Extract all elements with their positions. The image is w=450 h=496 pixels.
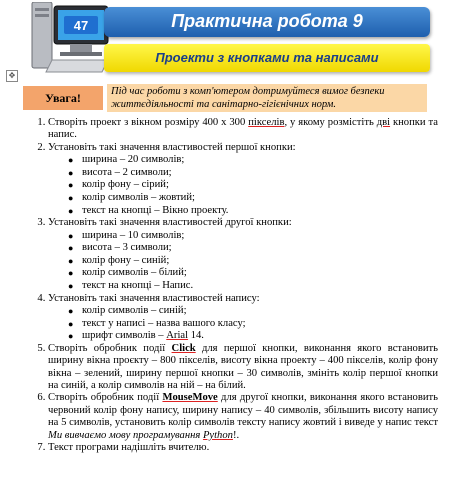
header [0, 0, 450, 92]
subtitle-banner [104, 44, 430, 72]
task-1: 1. Створіть проект з вікном розміру 400 х 300 пікселів, у якому розмістіть дві кнопки та напис. [48, 117, 438, 142]
task-3: 3. Установіть такі значення властивостей другої кнопки: ● ширина – 10 символів; ● висота – 3 символи; ● колір фону – синій; ● колір символів – білий; ● текст на кнопці – Напис. [48, 217, 438, 292]
lesson-number: 47 [73, 18, 89, 33]
list-item: ● висота – 3 символи; [82, 242, 438, 255]
task-list [24, 117, 438, 454]
task-4: 4. Установіть такі значення властивостей напису: ● колір символів – синій; ● текст у написі – назва вашого класу; ● шрифт символів – Arial 14. [48, 293, 438, 343]
task-2: 2. Установіть такі значення властивостей першої кнопки: ● ширина – 20 символів; ● висота – 2 символи; ● колір фону – сірий; ● колір символів – жовтий; ● текст на кнопці – Вікно проекту. [48, 142, 438, 217]
list-item: ● колір символів – білий; [82, 267, 438, 280]
button2-properties [48, 230, 438, 293]
page-title: Практична робота 9 [171, 11, 363, 31]
computer-icon [30, 2, 110, 76]
warning-label: Увага! [23, 86, 103, 110]
task-7: 7. Текст програми надішліть вчителю. [48, 442, 438, 454]
task-content [24, 117, 438, 454]
title-banner [104, 7, 430, 37]
list-item: ● колір символів – синій; [82, 305, 438, 318]
list-item: ● шрифт символів – Arial 14. [82, 330, 438, 343]
task-5: 5. Створіть обробник події Click для першої кнопки, виконання якого встановить ширину вікна проєкту – 800 пікселів, висоту вікна проекту – 400 пікселів, колір фону вікна – зелений, ширину першої кнопки – 30 символів, змініть колір першої кнопки на синій, а колір символів на ній – на білий. [48, 343, 438, 393]
button1-properties [48, 154, 438, 217]
list-item: ● текст на кнопці – Напис. [82, 280, 438, 293]
warning-text: Під час роботи з комп'ютером дотримуйтеся вимог безпеки життєдіяльності та санітарно-гігієнічних норм. [107, 84, 427, 112]
list-item: ● ширина – 20 символів; [82, 154, 438, 167]
list-item: ● колір фону – сірий; [82, 179, 438, 192]
list-item: ● текст у написі – назва вашого класу; [82, 318, 438, 331]
table-move-handle-icon[interactable]: ✥ [6, 70, 18, 82]
list-item: ● текст на кнопці – Вікно проекту. [82, 205, 438, 218]
label-properties [48, 305, 438, 343]
list-item: ● висота – 2 символи; [82, 167, 438, 180]
list-item: ● колір символів – жовтий; [82, 192, 438, 205]
page-subtitle: Проекти з кнопками та написами [155, 50, 379, 65]
list-item: ● колір фону – синій; [82, 255, 438, 268]
list-item: ● ширина – 10 символів; [82, 230, 438, 243]
task-6: 6. Створіть обробник події MouseMove для другої кнопки, виконання якого встановить червоний колір фону напису, ширину напису – 40 символів, збільшить висоту напису на 5 символів, установить колір символів тексту напису жовтий і виведе у напис текст Ми вивчаємо мову програмування Python!. [48, 392, 438, 442]
